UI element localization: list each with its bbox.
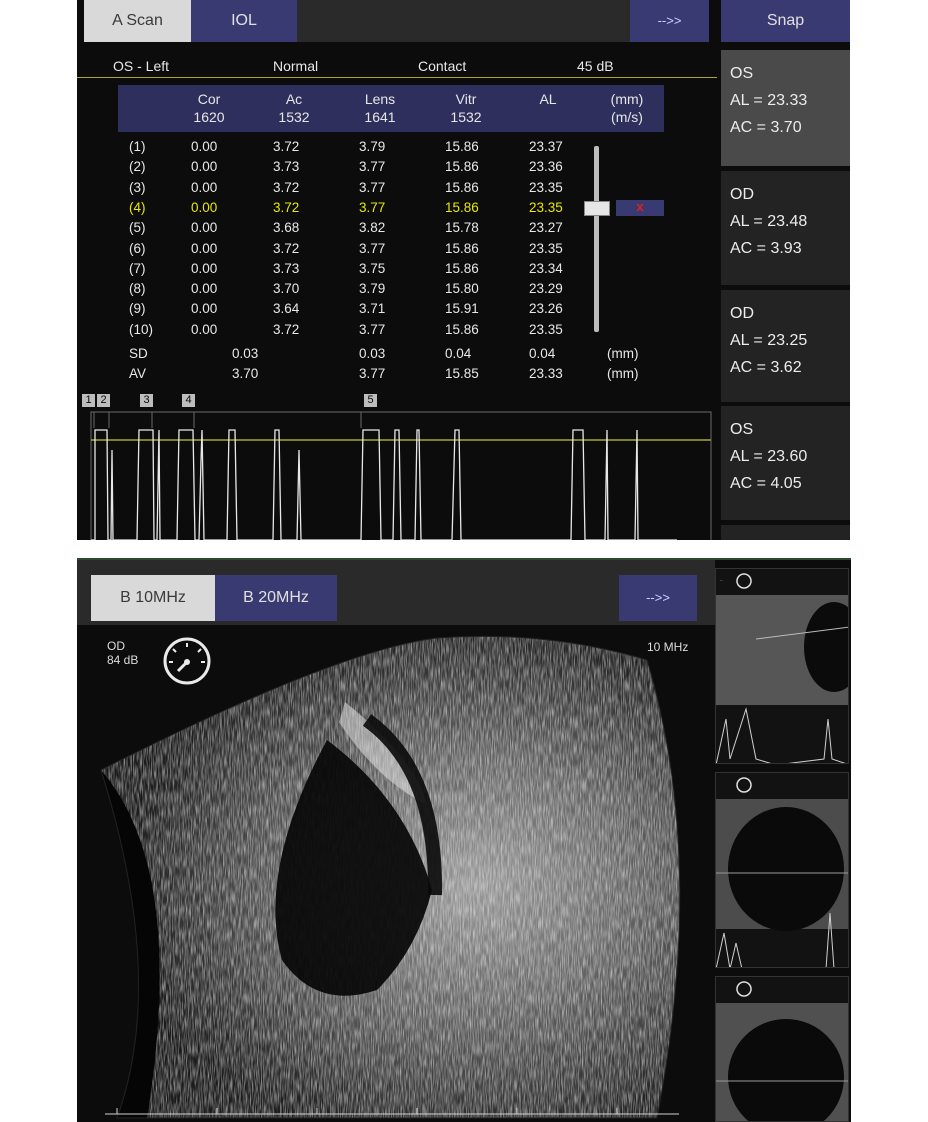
tab-b-10mhz[interactable]: B 10MHz [91,575,215,621]
svg-text:..: .. [720,577,723,583]
av-unit: (mm) [607,366,639,381]
cell-ac: 3.64 [273,301,300,317]
table-row[interactable] [77,178,677,198]
cell-vitr: 15.86 [445,260,479,276]
row-number: (10) [129,321,154,337]
table-row[interactable] [77,320,677,340]
cell-cor: 0.00 [191,199,218,215]
cell-al: 23.27 [529,220,563,236]
scan-thumbnail-1[interactable] [715,568,849,764]
row-number: (8) [129,281,146,297]
gate-marker-2[interactable]: 2 [97,394,110,407]
cell-ac: 3.73 [273,159,300,175]
tab-b-20mhz[interactable]: B 20MHz [215,575,337,621]
gate-marker-1[interactable]: 1 [82,394,95,407]
cell-ac: 3.68 [273,220,300,236]
cell-vitr: 15.78 [445,220,479,236]
table-row[interactable] [77,259,677,279]
gate-marker-3[interactable]: 3 [140,394,153,407]
cell-cor: 0.00 [191,159,218,175]
row-number: (2) [129,159,146,175]
cell-lens: 3.77 [359,179,386,195]
patient-card-eye: OS [730,421,754,438]
av-vitr: 15.85 [445,366,479,381]
cell-al: 23.29 [529,281,563,297]
patient-card-eye: OS [730,65,754,82]
col-header-cor: Cor 1620 [193,91,225,125]
tab-bar-spacer [297,0,630,42]
cell-lens: 3.82 [359,220,386,236]
col-header-vitr: Vitr 1532 [450,91,482,125]
patient-card-4[interactable] [721,406,850,520]
sd-ac: 0.03 [232,346,259,361]
cell-al: 23.26 [529,301,563,317]
cell-lens: 3.79 [359,139,386,154]
cell-ac: 3.73 [273,260,300,276]
table-row[interactable] [77,239,677,259]
col-header-al: AL [539,91,557,107]
row-slider-track[interactable] [594,146,599,332]
patient-card-ac: AC = 3.70 [730,119,802,136]
cell-lens: 3.71 [359,301,386,317]
row-number: (3) [129,179,146,195]
patient-card-ac: AC = 4.05 [730,475,802,492]
scan-thumbnail-3[interactable] [715,976,849,1122]
cell-al: 23.35 [529,199,563,215]
cell-lens: 3.77 [359,240,386,256]
next-arrow-button[interactable]: -->> [630,0,709,42]
thumbnail-image [716,977,849,1122]
bscan-panel [77,558,851,1122]
col-header-units: (mm) (m/s) [610,91,644,125]
table-row[interactable] [77,137,677,157]
table-header [118,85,664,132]
cell-cor: 0.00 [191,321,218,337]
patient-card-al: AL = 23.60 [730,448,808,465]
mode-label[interactable]: Normal [273,58,319,74]
row-number: (1) [129,139,146,154]
patient-card-ac: AC = 3.62 [730,359,802,376]
av-al: 23.33 [529,366,563,381]
cell-ac: 3.72 [273,199,300,215]
sd-unit: (mm) [607,346,639,361]
patient-card-2[interactable] [721,171,850,285]
row-number: (6) [129,240,146,256]
sd-row [77,344,677,364]
bscan-gain-label: 84 dB [107,653,139,667]
cell-al: 23.35 [529,240,563,256]
cell-cor: 0.00 [191,179,218,195]
bscan-image[interactable] [77,630,715,1122]
cell-lens: 3.77 [359,321,386,337]
patient-card-al: AL = 23.33 [730,92,808,109]
table-row[interactable] [77,218,677,238]
cell-ac: 3.72 [273,139,300,154]
cell-vitr: 15.86 [445,240,479,256]
cell-lens: 3.75 [359,260,386,276]
gain-label[interactable]: 45 dB [577,58,614,74]
cell-cor: 0.00 [191,260,218,276]
cell-cor: 0.00 [191,301,218,317]
snap-button[interactable]: Snap [721,0,850,42]
av-ac: 3.70 [232,366,259,381]
cell-al: 23.37 [529,139,563,154]
cell-vitr: 15.86 [445,159,479,175]
scan-thumbnail-2[interactable] [715,772,849,968]
delete-row-button[interactable] [616,200,664,216]
patient-card-5[interactable] [721,525,850,540]
gate-marker-5[interactable]: 5 [364,394,377,407]
sd-al: 0.04 [529,346,556,361]
cell-ac: 3.72 [273,321,300,337]
col-header-lens: Lens 1641 [364,91,396,125]
cell-cor: 0.00 [191,139,218,154]
row-number: (9) [129,301,146,317]
av-label: AV [129,366,147,381]
thumbnail-image [716,569,849,764]
sd-lens: 0.03 [359,346,386,361]
ascan-panel [77,0,850,540]
table-row[interactable] [77,299,677,319]
patient-card-3[interactable] [721,290,850,402]
col-header-ac: Ac 1532 [278,91,310,125]
next-arrow-button[interactable]: -->> [619,575,697,621]
cell-cor: 0.00 [191,220,218,236]
row-number: (4) [129,199,146,215]
cell-cor: 0.00 [191,240,218,256]
info-divider [77,77,717,78]
frequency-label: 10 MHz [647,640,689,654]
patient-card-eye: OD [730,305,754,322]
patient-card-al: AL = 23.48 [730,213,808,230]
row-number: (7) [129,260,146,276]
table-row[interactable] [77,157,677,177]
cell-ac: 3.70 [273,281,300,297]
cell-vitr: 15.86 [445,139,479,154]
cell-al: 23.35 [529,321,563,337]
tab-iol[interactable]: IOL [191,0,297,42]
cell-ac: 3.72 [273,240,300,256]
av-lens: 3.77 [359,366,386,381]
cell-vitr: 15.86 [445,321,479,337]
echo-trace [91,430,677,540]
patient-card-ac: AC = 3.93 [730,240,802,257]
cell-vitr: 15.80 [445,281,479,297]
bscan-eye-label: OD [107,639,125,653]
tab-ascan[interactable]: A Scan [84,0,191,42]
cell-vitr: 15.86 [445,179,479,195]
cell-lens: 3.77 [359,159,386,175]
eye-label: OS - Left [113,58,170,74]
cell-al: 23.36 [529,159,563,175]
gate-marker-4[interactable]: 4 [182,394,195,407]
cell-vitr: 15.86 [445,199,479,215]
row-number: (5) [129,220,146,236]
cell-lens: 3.79 [359,281,386,297]
contact-label[interactable]: Contact [418,58,467,74]
cell-vitr: 15.91 [445,301,479,317]
measurement-table [77,137,677,342]
cell-cor: 0.00 [191,281,218,297]
waveform-svg [77,390,721,540]
delete-icon: x [636,199,644,214]
table-row[interactable] [77,279,677,299]
patient-card-al: AL = 23.25 [730,332,808,349]
cell-lens: 3.77 [359,199,386,215]
thumbnail-image [716,773,849,968]
row-slider-thumb[interactable] [584,201,610,216]
cell-al: 23.34 [529,260,563,276]
cell-ac: 3.72 [273,179,300,195]
av-row [77,364,677,384]
ascan-waveform[interactable] [77,390,721,540]
sd-vitr: 0.04 [445,346,472,361]
patient-card-eye: OD [730,186,754,203]
cell-al: 23.35 [529,179,563,195]
patient-card-1[interactable] [721,50,850,166]
sd-label: SD [129,346,148,361]
